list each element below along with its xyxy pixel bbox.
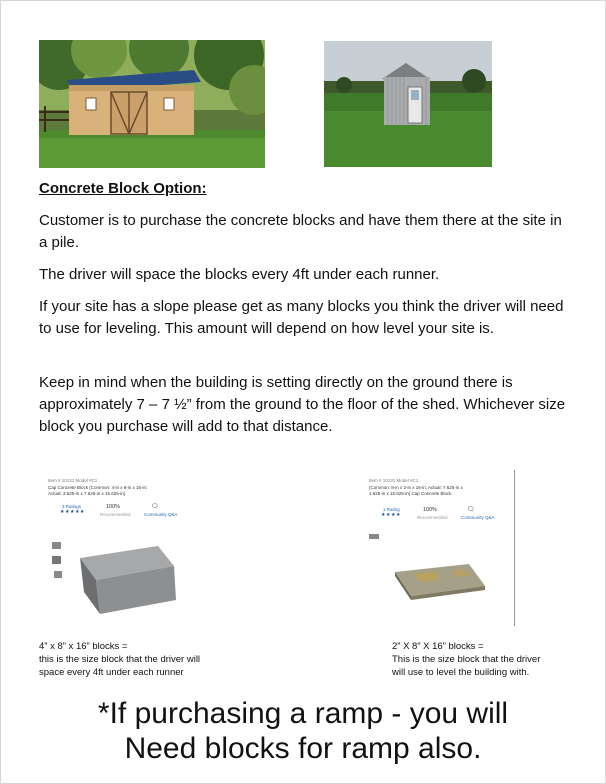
- section-heading: Concrete Block Option:: [39, 180, 207, 197]
- recommend-label: Recommended: [417, 515, 448, 520]
- item-number: Item # 10131 Model #C1: [48, 478, 98, 483]
- paragraph-purchase: Customer is to purchase the concrete blocks and have them there at the site in a pile.: [39, 212, 562, 251]
- product-title-line1: Cap Concrete Block (Common: 4-in x 8-in x 16-in;: [48, 485, 148, 490]
- concrete-block-image: [50, 526, 200, 626]
- caption-line: This is the size block that the driver: [392, 654, 541, 665]
- cap-block-4x8x16-screenshot: [40, 478, 200, 628]
- caption-line: will use to level the building with.: [392, 667, 530, 678]
- product-title-line1: (Common: 8-in x 2-in x 16-in; Actual: 7.625-in x: [369, 485, 463, 490]
- recommend-percent: 100%: [106, 504, 121, 510]
- chat-bubble-icon: 🗨: [151, 504, 159, 510]
- recommend-label: Recommended: [100, 512, 131, 517]
- chat-bubble-icon: 🗨: [467, 507, 475, 513]
- recommend-percent: 100%: [423, 507, 438, 513]
- paragraph-spacing: The driver will space the blocks every 4ft under each runner.: [39, 266, 440, 283]
- ramp-note-line2: Need blocks for ramp also.: [124, 732, 482, 765]
- item-number: Item # 10131 Model #C1: [369, 478, 419, 483]
- ratings-count: 3 Ratings: [62, 504, 82, 509]
- caption-line: 2” X 8” X 16” blocks =: [392, 641, 484, 652]
- ratings-count: 1 Rating: [383, 507, 400, 512]
- paragraph-height: Keep in mind when the building is setting directly on the ground there is approximately 7 – 7 ½” from the ground to the floor of the shed. Whichever size block you purchase will add to that distance.: [39, 374, 566, 435]
- left-block-caption: [39, 640, 269, 679]
- gray-shed-photo: [324, 41, 492, 167]
- product-title-line2: Actual: 3.625-in x 7.625-in x 15.625-in): [48, 491, 126, 496]
- community-qa-link: Community Q&A: [461, 515, 495, 520]
- rating-stars: ★★★★: [381, 512, 401, 518]
- ramp-note-line1: *If purchasing a ramp - you will: [97, 697, 509, 730]
- paragraph-slope: If your site has a slope please get as many blocks you think the driver will need to use for leveling. This amount will depend on how level your site is.: [39, 298, 564, 337]
- right-block-caption: [392, 640, 592, 679]
- product-title-line2: 1.625-in x 15.625-in) Cap Concrete Block: [369, 491, 452, 496]
- red-shed-photo: [39, 40, 265, 168]
- caption-line: this is the size block that the driver will: [39, 654, 201, 665]
- cap-block-image: [365, 528, 515, 618]
- community-qa-link: Community Q&A: [144, 512, 178, 517]
- cap-block-2x8x16-screenshot: [365, 478, 515, 628]
- caption-line: space every 4ft under each runner: [39, 667, 184, 678]
- rating-stars: ★★★★★: [60, 509, 85, 515]
- divider-line: [514, 470, 515, 626]
- caption-line: 4” x 8” x 16” blocks =: [39, 641, 128, 652]
